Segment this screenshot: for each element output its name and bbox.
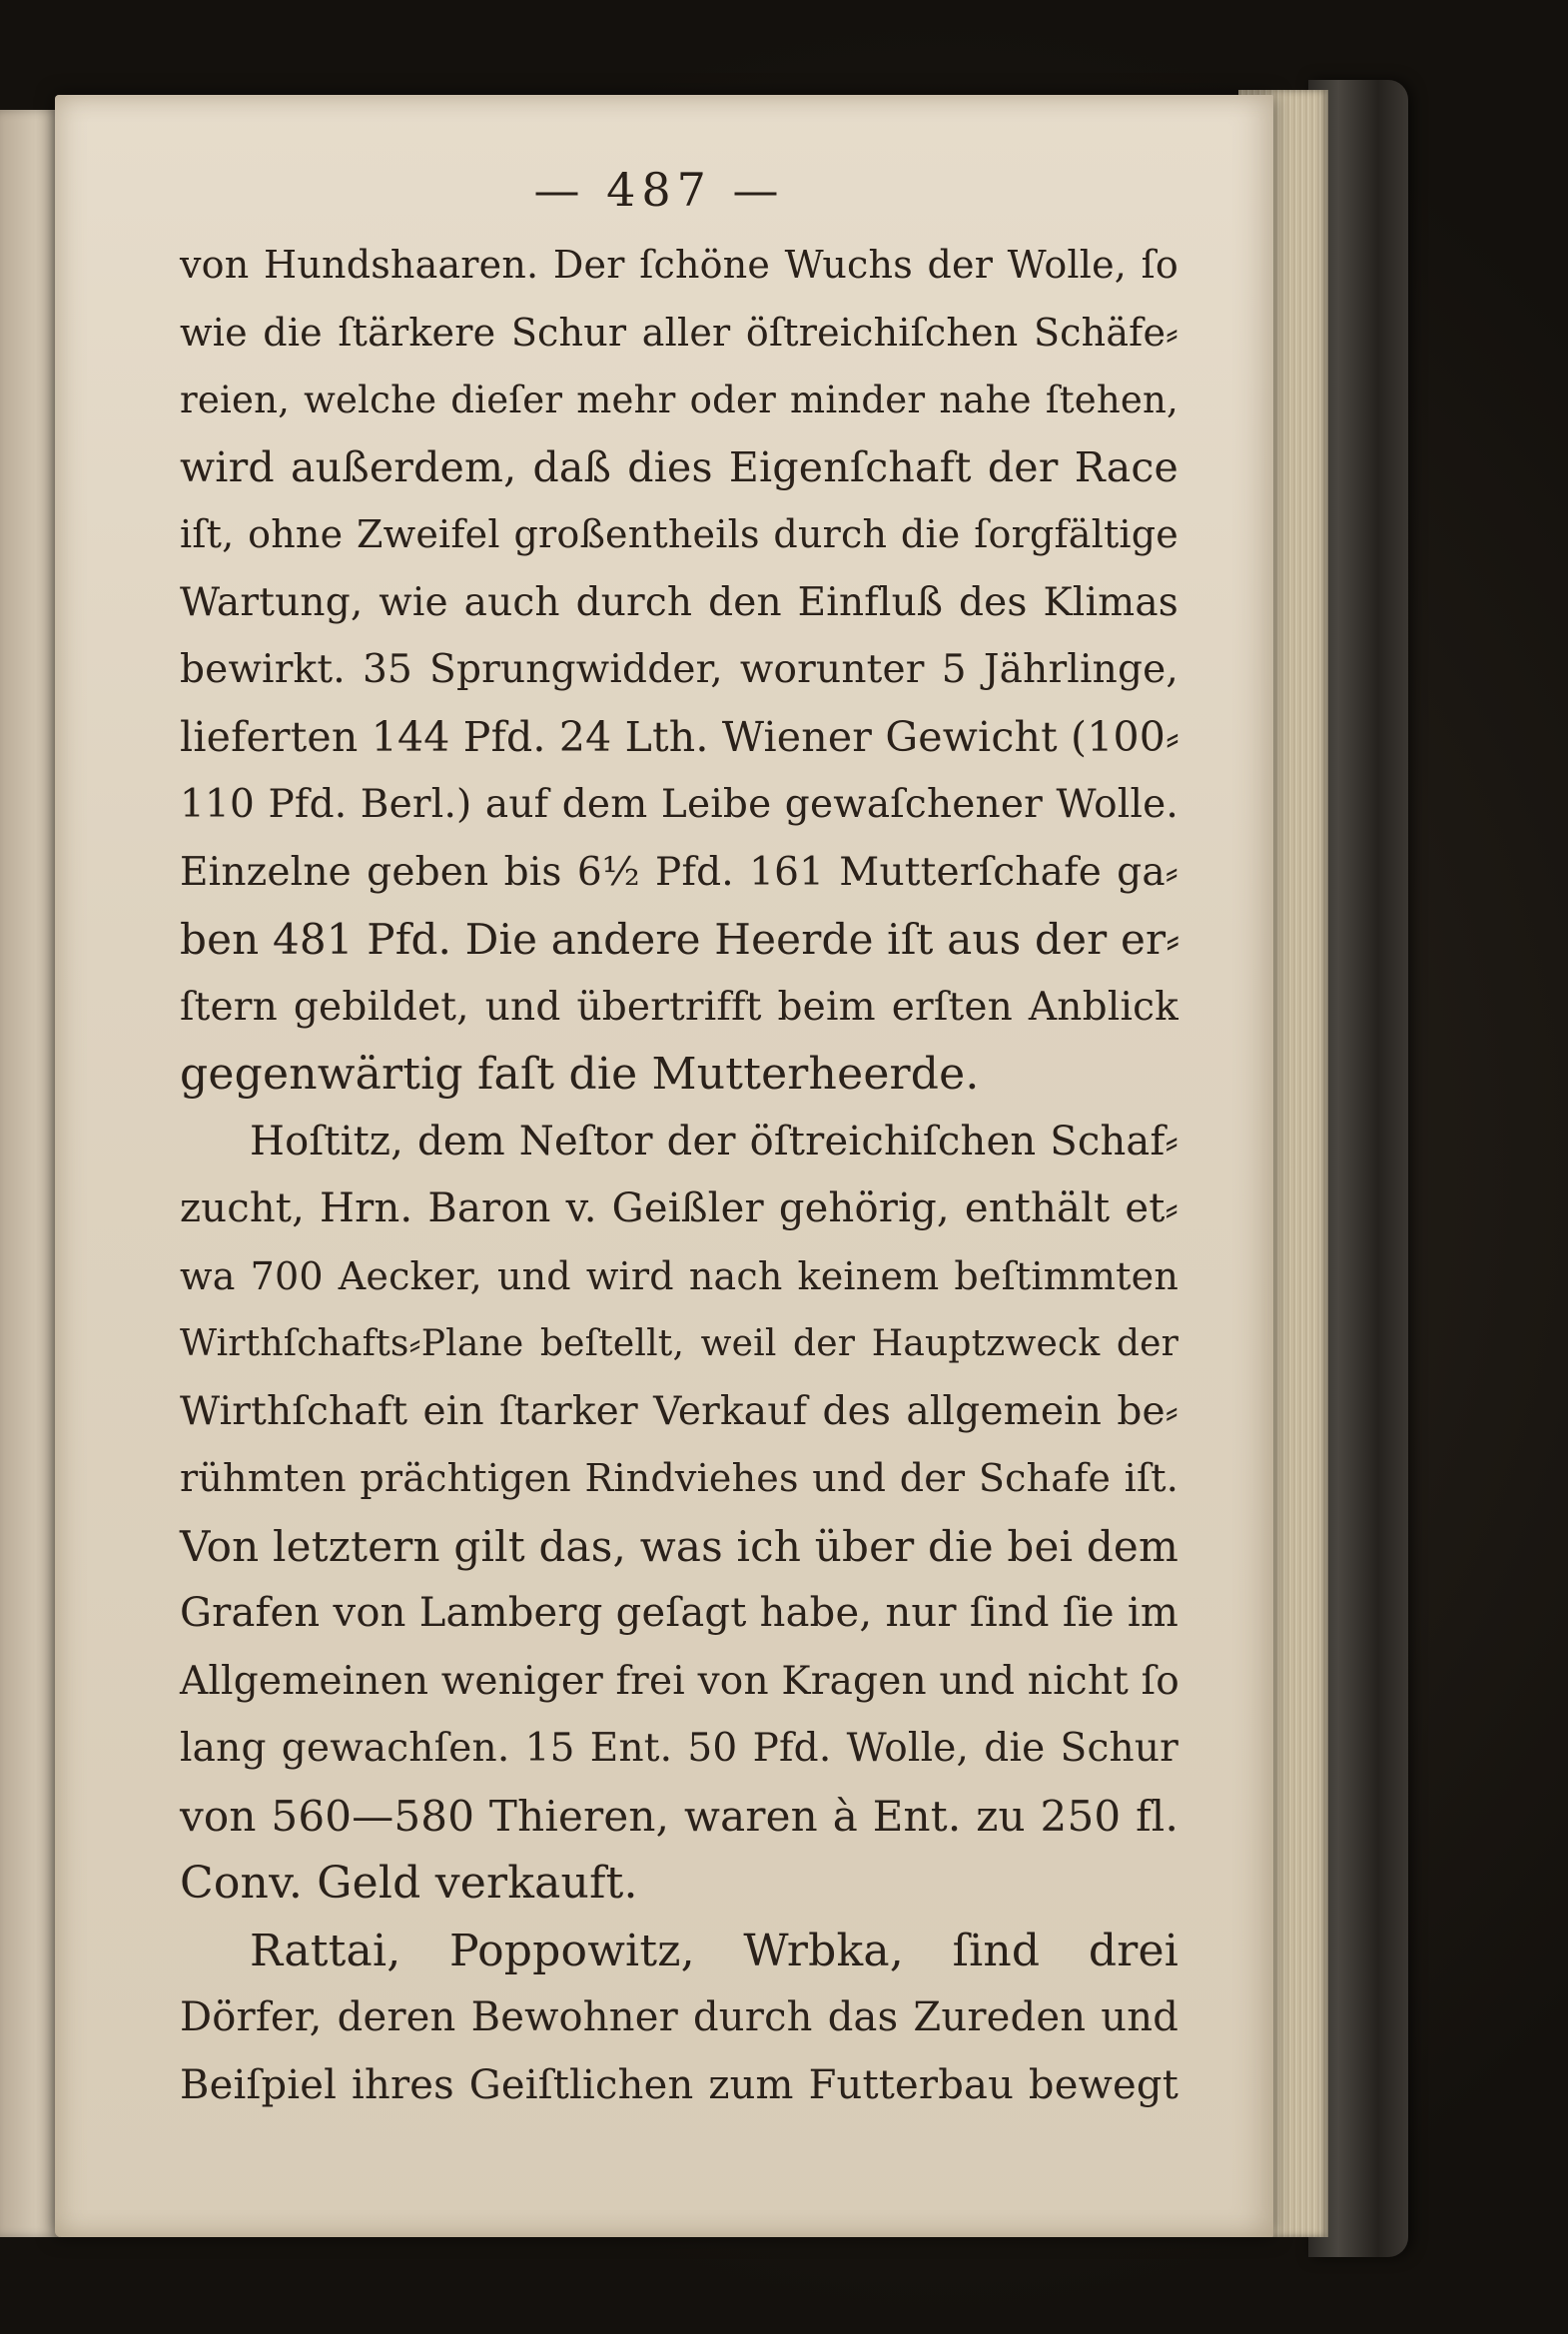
paragraph-start-line: Hoſtitz, dem Neſtor der öſtreichiſchen Schaf⸗ [250, 1118, 1178, 1165]
text-line: bewirkt. 35 Sprungwidder, worunter 5 Jährlinge, [180, 647, 1178, 692]
text-line: Wirthſchaft ein ſtarker Verkauf des allgemein be⸗ [180, 1388, 1178, 1434]
text-line: Wirthſchafts⸗Plane beſtellt, weil der Hauptzweck der [180, 1323, 1178, 1364]
text-line: von 560—580 Thieren, waren à Ent. zu 250 fl. [180, 1791, 1178, 1841]
text-line: rühmten prächtigen Rindviehes und der Schafe iſt. [180, 1456, 1178, 1500]
text-line: Beiſpiel ihres Geiſtlichen zum Futterbau bewegt [180, 2061, 1178, 2108]
text-line: iſt, ohne Zweifel großentheils durch die ſorgfältige [180, 512, 1178, 556]
text-line: Einzelne geben bis 6½ Pfd. 161 Mutterſchafe ga⸗ [180, 849, 1178, 895]
text-line: zucht, Hrn. Baron v. Geißler gehörig, enthält et⸗ [180, 1185, 1178, 1231]
text-line: ben 481 Pfd. Die andere Heerde iſt aus der er⸗ [180, 915, 1180, 964]
text-line: Wartung, wie auch durch den Einfluß des Klimas [180, 579, 1178, 625]
text-line: 110 Pfd. Berl.) auf dem Leibe gewaſchener Wolle. [180, 782, 1178, 827]
text-line: Allgemeinen weniger frei von Kragen und nicht ſo [180, 1658, 1179, 1704]
text-line: Grafen von Lamberg geſagt habe, nur ſind ſie im [180, 1590, 1178, 1636]
text-line: Dörfer, deren Bewohner durch das Zureden und [180, 1994, 1178, 2040]
previous-page-edge [0, 110, 60, 2237]
text-line: wa 700 Aecker, und wird nach keinem beſtimmten [180, 1253, 1178, 1298]
text-line: wird außerdem, daß dies Eigenſchaft der Race [180, 442, 1178, 491]
text-line: ſtern gebildet, und übertrifft beim erſten Anblick [180, 984, 1178, 1030]
page-number: — 487 — [533, 163, 785, 217]
text-line: von Hundshaaren. Der ſchöne Wuchs der Wolle, ſo [180, 243, 1178, 287]
text-line: Von letztern gilt das, was ich über die bei dem [180, 1521, 1178, 1571]
text-line: gegenwärtig faſt die Mutterheerde. [180, 1049, 980, 1100]
text-line: lang gewachſen. 15 Ent. 50 Pfd. Wolle, die Schur [180, 1726, 1178, 1771]
text-line: lieferten 144 Pfd. 24 Lth. Wiener Gewicht (100⸗ [180, 712, 1179, 761]
text-line: reien, welche dieſer mehr oder minder nahe ſtehen, [180, 379, 1178, 421]
page-text [180, 160, 1178, 2119]
text-line: wie die ſtärkere Schur aller öſtreichiſchen Schäfe⸗ [180, 310, 1178, 355]
paragraph-start-line: Rattai, Poppowitz, Wrbka, ſind drei [250, 1925, 1178, 1976]
text-line: Conv. Geld verkauft. [180, 1858, 638, 1909]
